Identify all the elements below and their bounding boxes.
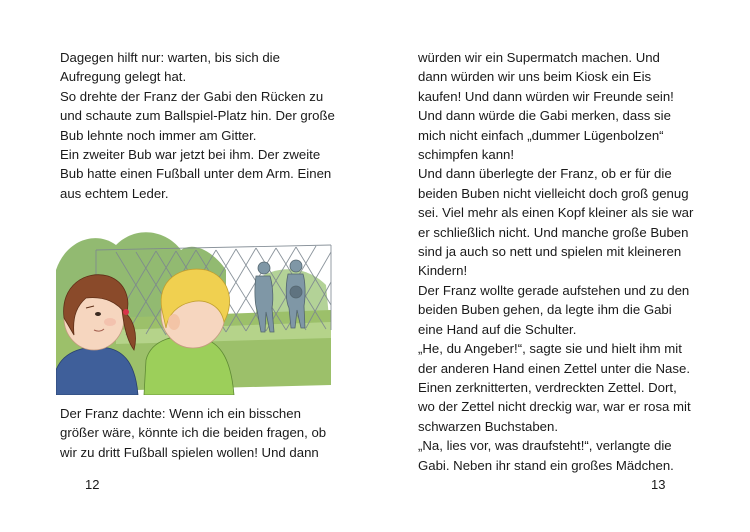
text-line: sei. Viel mehr als einen Kopf kleiner als sie war bbox=[418, 205, 694, 221]
text-line: Dagegen hilft nur: warten, bis sich die bbox=[60, 50, 280, 65]
text-line: wo der Zettel nicht dreckig war, war er rosa mit bbox=[418, 399, 691, 415]
text-line: beiden Buben nicht vielleicht doch groß genug bbox=[418, 185, 689, 201]
text-line: „He, du Angeber!“, sagte sie und hielt ihm mit bbox=[418, 341, 682, 357]
text-line: Und dann würde die Gabi merken, dass sie bbox=[418, 108, 671, 124]
text-line: Und dann überlegte der Franz, ob er für die bbox=[418, 166, 672, 182]
text-line: aus echtem Leder. bbox=[60, 185, 169, 201]
text-line: Bub lehnte noch immer am Gitter. bbox=[60, 127, 257, 143]
text-line: Der Franz dachte: Wenn ich ein bisschen bbox=[60, 406, 301, 421]
text-line: dann würden wir uns beim Kiosk ein Eis bbox=[418, 69, 652, 85]
text-line: eine Hand auf die Schulter. bbox=[418, 321, 577, 337]
text-line: wir zu dritt Fußball spielen wollen! Und dann bbox=[60, 444, 319, 460]
illustration-drawing bbox=[56, 210, 336, 395]
text-line: Ein zweiter Bub war jetzt bei ihm. Der zweite bbox=[60, 147, 321, 163]
text-line: „Na, lies vor, was draufsteht!“, verlangte die bbox=[418, 438, 672, 454]
text-line: Der Franz wollte gerade aufstehen und zu den bbox=[418, 282, 690, 298]
right-page bbox=[375, 0, 750, 532]
text-line: beiden Buben gehen, da legte ihm die Gabi bbox=[418, 302, 672, 318]
text-line: schwarzen Buchstaben. bbox=[418, 418, 559, 434]
page-number-right: 13 bbox=[651, 477, 666, 492]
text-line: größer wäre, könnte ich die beiden fragen, ob bbox=[60, 425, 327, 441]
text-line: schimpfen kann! bbox=[418, 147, 515, 163]
text-line: Einen zerknitterten, verdreckten Zettel. Dort, bbox=[418, 379, 677, 395]
text-line: er schließlich nicht. Und manche große Buben bbox=[418, 224, 689, 240]
text-line: kaufen! Und dann würden wir Freunde sein! bbox=[418, 88, 674, 104]
text-line: Aufregung gelegt hat. bbox=[60, 69, 187, 85]
text-line: und schaute zum Ballspiel-Platz hin. Der große bbox=[60, 108, 335, 124]
text-line: sind ja auch so nett und spielen mit kleineren bbox=[418, 244, 682, 260]
text-line: würden wir ein Supermatch machen. Und bbox=[418, 50, 660, 65]
text-line: Kindern! bbox=[418, 263, 468, 279]
left-bottom-text bbox=[60, 404, 326, 462]
page-number-left: 12 bbox=[85, 477, 100, 492]
text-line: der anderen Hand einen Zettel unter die Nase. bbox=[418, 360, 690, 376]
text-line: mich nicht einfach „dummer Lügenbolzen“ bbox=[418, 127, 664, 143]
right-body-text bbox=[418, 48, 693, 475]
story-illustration bbox=[56, 210, 336, 395]
left-top-text bbox=[60, 48, 335, 203]
text-line: Gabi. Neben ihr stand ein großes Mädchen. bbox=[418, 457, 674, 473]
text-line: Bub hatte einen Fußball unter dem Arm. Einen bbox=[60, 166, 332, 182]
text-line: So drehte der Franz der Gabi den Rücken zu bbox=[60, 88, 324, 104]
